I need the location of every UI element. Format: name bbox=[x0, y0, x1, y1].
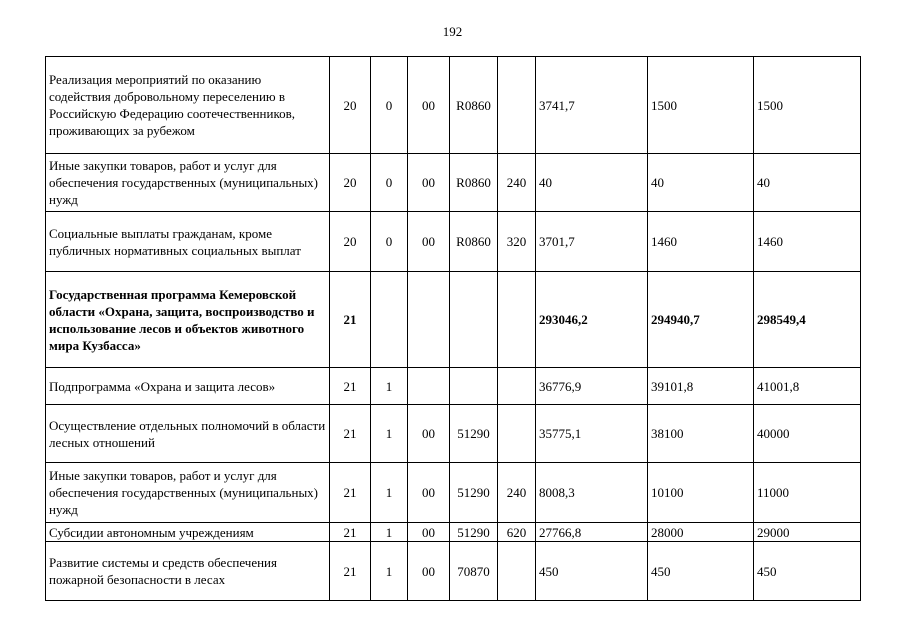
cell-amount-year1: 8008,3 bbox=[536, 463, 648, 523]
cell-activity-code: 00 bbox=[408, 542, 450, 601]
cell-activity-code: 00 bbox=[408, 212, 450, 272]
cell-amount-year3: 1460 bbox=[754, 212, 861, 272]
cell-expense-type: 240 bbox=[498, 463, 536, 523]
row-name: Субсидии автономным учреждениям bbox=[46, 523, 330, 542]
cell-amount-year3: 40 bbox=[754, 154, 861, 212]
cell-expense-type: 320 bbox=[498, 212, 536, 272]
cell-amount-year1: 35775,1 bbox=[536, 405, 648, 463]
cell-program-code: 20 bbox=[330, 57, 371, 154]
cell-amount-year3: 11000 bbox=[754, 463, 861, 523]
cell-amount-year3: 1500 bbox=[754, 57, 861, 154]
cell-amount-year2: 38100 bbox=[648, 405, 754, 463]
row-name: Государственная программа Кемеровской области «Охрана, защита, воспроизводство и использование лесов и объектов животного мира Кузбасса» bbox=[46, 272, 330, 368]
row-name: Развитие системы и средств обеспечения пожарной безопасности в лесах bbox=[46, 542, 330, 601]
table-row bbox=[46, 523, 861, 542]
cell-amount-year1: 293046,2 bbox=[536, 272, 648, 368]
cell-program-code: 20 bbox=[330, 212, 371, 272]
cell-program-code: 21 bbox=[330, 368, 371, 405]
cell-subprogram-code: 0 bbox=[371, 212, 408, 272]
cell-direction-code: R0860 bbox=[450, 154, 498, 212]
cell-activity-code: 00 bbox=[408, 463, 450, 523]
cell-amount-year2: 450 bbox=[648, 542, 754, 601]
cell-direction-code: R0860 bbox=[450, 57, 498, 154]
table-row bbox=[46, 57, 861, 154]
cell-amount-year1: 36776,9 bbox=[536, 368, 648, 405]
table-row bbox=[46, 272, 861, 368]
cell-activity-code: 00 bbox=[408, 523, 450, 542]
cell-subprogram-code: 1 bbox=[371, 463, 408, 523]
cell-expense-type: 620 bbox=[498, 523, 536, 542]
cell-amount-year3: 41001,8 bbox=[754, 368, 861, 405]
cell-activity-code: 00 bbox=[408, 57, 450, 154]
cell-amount-year2: 1500 bbox=[648, 57, 754, 154]
cell-program-code: 21 bbox=[330, 523, 371, 542]
row-name: Осуществление отдельных полномочий в области лесных отношений bbox=[46, 405, 330, 463]
cell-program-code: 21 bbox=[330, 405, 371, 463]
row-name: Подпрограмма «Охрана и защита лесов» bbox=[46, 368, 330, 405]
cell-direction-code: 51290 bbox=[450, 405, 498, 463]
cell-direction-code: 70870 bbox=[450, 542, 498, 601]
cell-activity-code: 00 bbox=[408, 405, 450, 463]
cell-activity-code bbox=[408, 272, 450, 368]
cell-subprogram-code: 0 bbox=[371, 57, 408, 154]
cell-amount-year2: 1460 bbox=[648, 212, 754, 272]
cell-program-code: 21 bbox=[330, 272, 371, 368]
cell-amount-year2: 39101,8 bbox=[648, 368, 754, 405]
cell-expense-type bbox=[498, 368, 536, 405]
cell-direction-code: 51290 bbox=[450, 463, 498, 523]
cell-program-code: 21 bbox=[330, 463, 371, 523]
table-row bbox=[46, 212, 861, 272]
table-row bbox=[46, 154, 861, 212]
cell-subprogram-code: 0 bbox=[371, 154, 408, 212]
cell-direction-code: R0860 bbox=[450, 212, 498, 272]
row-name: Иные закупки товаров, работ и услуг для обеспечения государственных (муниципальных) нужд bbox=[46, 463, 330, 523]
cell-activity-code: 00 bbox=[408, 154, 450, 212]
page-number: 192 bbox=[442, 24, 463, 39]
cell-amount-year2: 40 bbox=[648, 154, 754, 212]
cell-expense-type bbox=[498, 405, 536, 463]
cell-amount-year2: 28000 bbox=[648, 523, 754, 542]
cell-activity-code bbox=[408, 368, 450, 405]
cell-subprogram-code: 1 bbox=[371, 405, 408, 463]
cell-amount-year2: 10100 bbox=[648, 463, 754, 523]
table-row bbox=[46, 405, 861, 463]
cell-subprogram-code: 1 bbox=[371, 368, 408, 405]
cell-expense-type bbox=[498, 272, 536, 368]
cell-expense-type: 240 bbox=[498, 154, 536, 212]
budget-table bbox=[45, 56, 861, 601]
cell-amount-year3: 29000 bbox=[754, 523, 861, 542]
cell-amount-year1: 450 bbox=[536, 542, 648, 601]
cell-amount-year1: 3741,7 bbox=[536, 57, 648, 154]
row-name: Иные закупки товаров, работ и услуг для обеспечения государственных (муниципальных) нужд bbox=[46, 154, 330, 212]
cell-amount-year3: 40000 bbox=[754, 405, 861, 463]
cell-subprogram-code: 1 bbox=[371, 542, 408, 601]
cell-subprogram-code bbox=[371, 272, 408, 368]
cell-amount-year2: 294940,7 bbox=[648, 272, 754, 368]
cell-amount-year3: 298549,4 bbox=[754, 272, 861, 368]
cell-program-code: 21 bbox=[330, 542, 371, 601]
cell-expense-type bbox=[498, 57, 536, 154]
cell-direction-code bbox=[450, 368, 498, 405]
table-row bbox=[46, 368, 861, 405]
table-row bbox=[46, 463, 861, 523]
cell-program-code: 20 bbox=[330, 154, 371, 212]
cell-amount-year3: 450 bbox=[754, 542, 861, 601]
cell-expense-type bbox=[498, 542, 536, 601]
cell-amount-year1: 3701,7 bbox=[536, 212, 648, 272]
cell-direction-code bbox=[450, 272, 498, 368]
cell-amount-year1: 27766,8 bbox=[536, 523, 648, 542]
cell-subprogram-code: 1 bbox=[371, 523, 408, 542]
cell-direction-code: 51290 bbox=[450, 523, 498, 542]
table-row bbox=[46, 542, 861, 601]
row-name: Реализация мероприятий по оказанию содействия добровольному переселению в Российскую Федерацию соотечественников, проживающих за рубежом bbox=[46, 57, 330, 154]
cell-amount-year1: 40 bbox=[536, 154, 648, 212]
row-name: Социальные выплаты гражданам, кроме публичных нормативных социальных выплат bbox=[46, 212, 330, 272]
